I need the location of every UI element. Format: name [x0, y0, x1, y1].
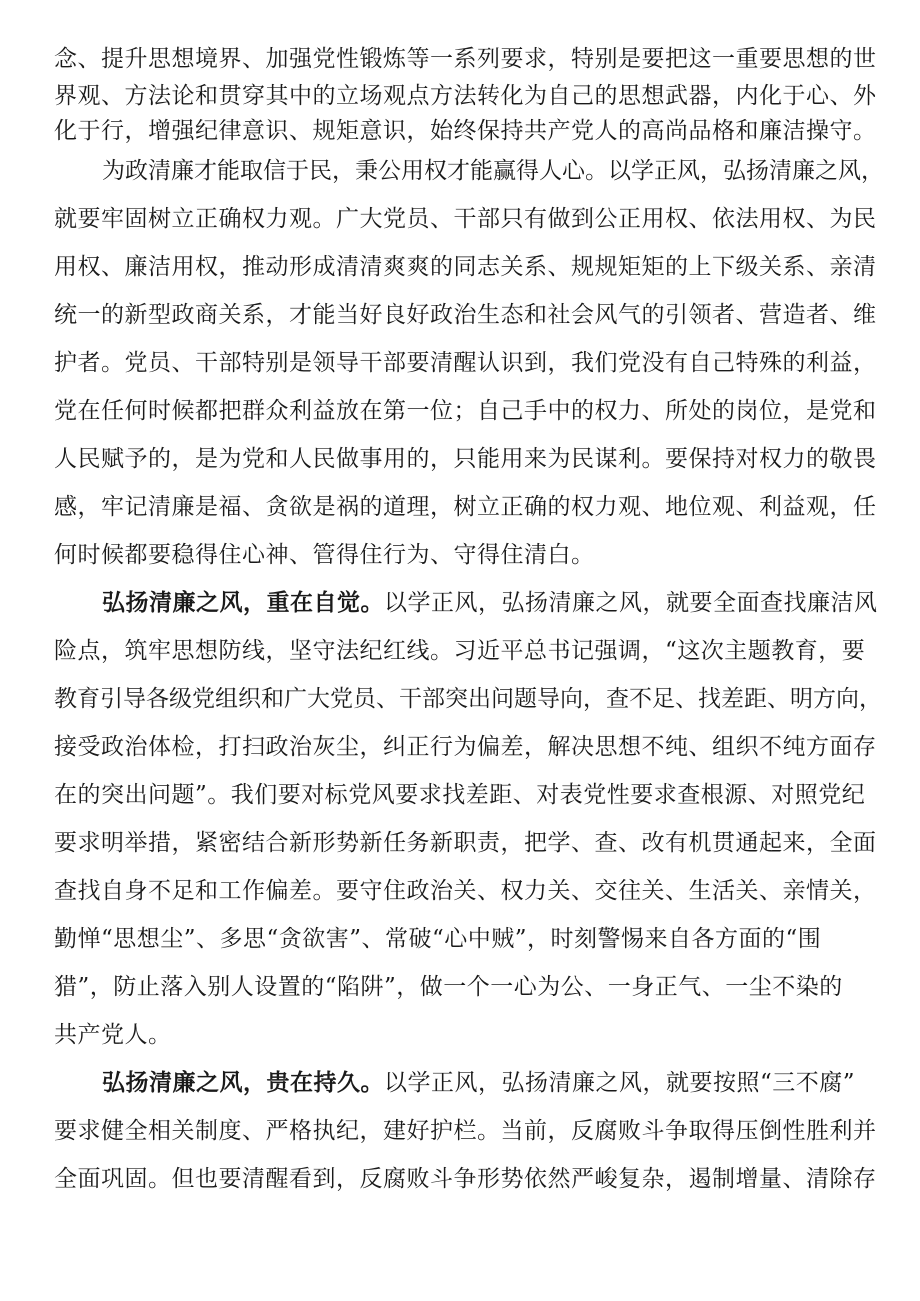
text-span: 以学正风，弘扬清廉之风，就要按照“三不腐”: [384, 1070, 856, 1096]
text-line: 查找自身不足和工作偏差。要守住政治关、权力关、交往关、生活关、亲情关，: [54, 878, 877, 904]
text-line: 就要牢固树立正确权力观。广大党员、干部只有做到公正用权、依法用权、为民: [54, 206, 877, 232]
text-line: 要求健全相关制度、严格执纪，建好护栏。当前，反腐败斗争取得压倒性胜利并: [54, 1118, 877, 1144]
text-line: 教育引导各级党组织和广大党员、干部突出问题导向，查不足、找差距、明方向，: [54, 686, 882, 712]
text-line: 化于行，增强纪律意识、规矩意识，始终保持共产党人的高尚品格和廉洁操守。: [54, 118, 877, 144]
section-heading: 弘扬清廉之风，贵在持久。: [102, 1069, 384, 1096]
text-line: 何时候都要稳得住心神、管得住行为、守得住清白。: [54, 542, 595, 568]
text-line: 猎”，防止落入别人设置的“陷阱”，做一个一心为公、一身正气、一尘不染的: [54, 974, 843, 1000]
text-line: 为政清廉才能取信于民，秉公用权才能赢得人心。以学正风，弘扬清廉之风，: [102, 158, 884, 184]
text-span: 以学正风，弘扬清廉之风，就要全面查找廉洁风: [384, 590, 878, 616]
text-line: 念、提升思想境界、加强党性锻炼等一系列要求，特别是要把这一重要思想的世: [54, 46, 877, 72]
text-line: 感，牢记清廉是福、贪欲是祸的道理，树立正确的权力观、地位观、利益观，任: [54, 494, 877, 520]
text-line: 共产党人。: [54, 1022, 172, 1048]
text-line: 党在任何时候都把群众利益放在第一位；自己手中的权力、所处的岗位，是党和: [54, 398, 877, 424]
text-line: 勤惮“思想尘”、多思“贪欲害”、常破“心中贼”，时刻警惕来自各方面的“围: [54, 926, 822, 952]
text-line: 人民赋予的，是为党和人民做事用的，只能用来为民谋利。要保持对权力的敬畏: [54, 446, 877, 472]
text-line: 护者。党员、干部特别是领导干部要清醒认识到，我们党没有自己特殊的利益，: [54, 350, 877, 376]
text-line: 在的突出问题”。我们要对标党风要求找差距、对表党性要求查根源、对照党纪: [54, 782, 866, 808]
text-line: 险点，筑牢思想防线，坚守法纪红线。习近平总书记强调，“这次主题教育，要: [54, 638, 866, 664]
section-heading: 弘扬清廉之风，重在自觉。: [102, 589, 384, 616]
paragraph-first-line: [102, 1068, 855, 1098]
text-line: 要求明举措，紧密结合新形势新任务新职责，把学、查、改有机贯通起来，全面: [54, 830, 877, 856]
text-line: 统一的新型政商关系，才能当好良好政治生态和社会风气的引领者、营造者、维: [54, 302, 877, 328]
text-line: 接受政治体检，打扫政治灰尘，纠正行为偏差，解决思想不纯、组织不纯方面存: [54, 734, 877, 760]
text-line: 界观、方法论和贯穿其中的立场观点方法转化为自己的思想武器，内化于心、外: [54, 83, 877, 109]
paragraph-first-line: [102, 588, 878, 618]
text-line: 用权、廉洁用权，推动形成清清爽爽的同志关系、规规矩矩的上下级关系、亲清: [54, 254, 877, 280]
text-line: 全面巩固。但也要清醒看到，反腐败斗争形势依然严峻复杂，遏制增量、清除存: [54, 1166, 877, 1192]
